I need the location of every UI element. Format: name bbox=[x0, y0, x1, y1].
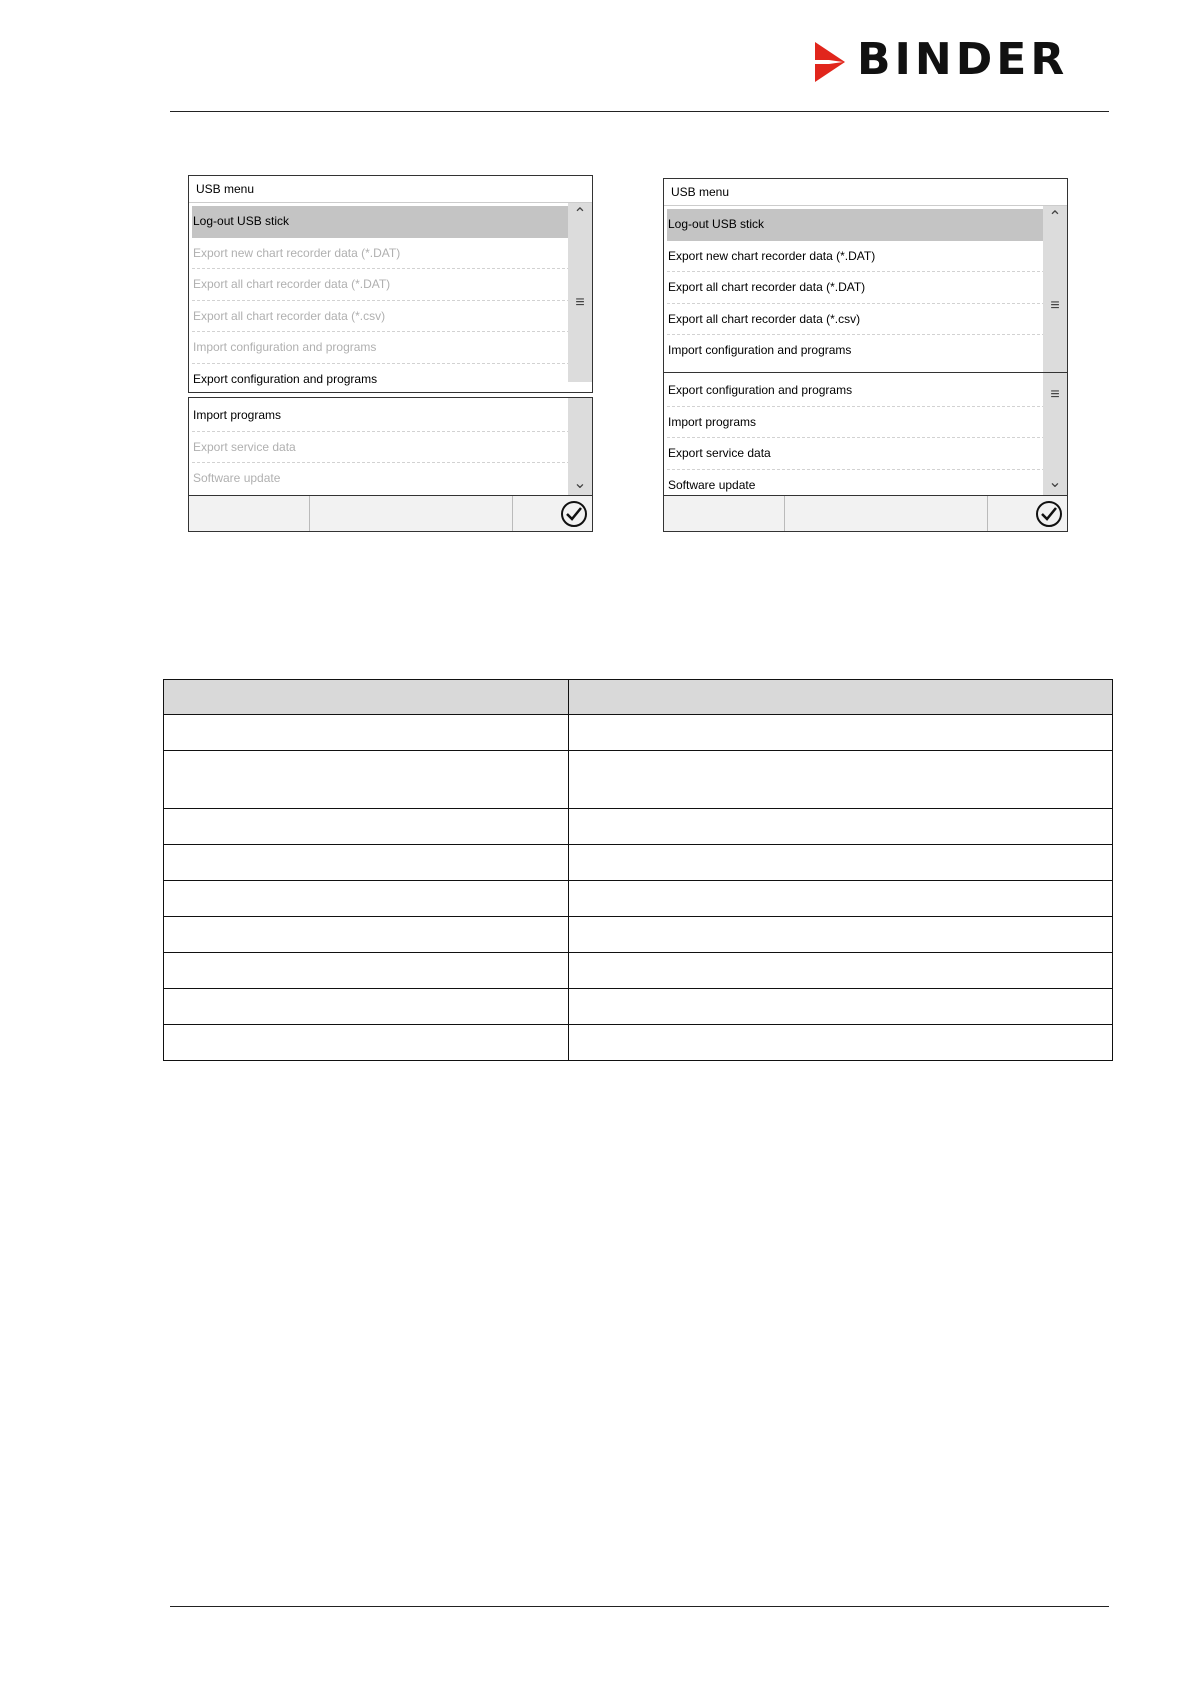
scroll-down-icon[interactable]: ⌄ bbox=[573, 475, 587, 492]
brand-name: BINDER bbox=[857, 34, 1069, 85]
usb-menu-window-continued bbox=[663, 372, 1068, 496]
menu-item-export-all-chart-dat: Export all chart recorder data (*.DAT) bbox=[192, 269, 570, 301]
softkey-1[interactable] bbox=[189, 496, 310, 531]
brand-logo bbox=[815, 36, 1110, 84]
menu-item-export-new-chart-dat: Export new chart recorder data (*.DAT) bbox=[192, 238, 570, 270]
menu-item-export-configuration[interactable]: Export configuration and programs bbox=[667, 375, 1045, 407]
table-row bbox=[164, 881, 1113, 917]
table-cell bbox=[569, 751, 1113, 809]
table-cell bbox=[164, 1025, 569, 1061]
table-row bbox=[164, 751, 1113, 809]
table-cell bbox=[164, 953, 569, 989]
scrollbar[interactable] bbox=[1043, 373, 1067, 495]
scroll-handle-icon[interactable]: ≡ bbox=[575, 294, 585, 311]
menu-item-logout-usb[interactable]: Log-out USB stick bbox=[667, 209, 1045, 241]
table-cell bbox=[569, 845, 1113, 881]
window-title: USB menu bbox=[664, 179, 1067, 206]
menu-list-bottom bbox=[667, 375, 1045, 501]
usb-menu-window bbox=[188, 175, 593, 393]
table-cell bbox=[164, 845, 569, 881]
scroll-up-icon[interactable]: ⌃ bbox=[573, 206, 587, 223]
usb-menu-screen-before bbox=[188, 175, 593, 536]
table-cell bbox=[569, 1025, 1113, 1061]
usb-menu-screen-after bbox=[663, 178, 1068, 539]
softkey-1[interactable] bbox=[664, 496, 785, 531]
menu-item-export-new-chart-dat[interactable]: Export new chart recorder data (*.DAT) bbox=[667, 241, 1045, 273]
scroll-down-icon[interactable]: ⌄ bbox=[1048, 474, 1062, 491]
table-row bbox=[164, 917, 1113, 953]
table-cell bbox=[569, 989, 1113, 1025]
scroll-up-icon[interactable]: ⌃ bbox=[1048, 209, 1062, 226]
confirm-check-icon[interactable] bbox=[1035, 500, 1063, 528]
description-table bbox=[163, 679, 1113, 1061]
scroll-handle-icon[interactable]: ≡ bbox=[1050, 386, 1060, 403]
menu-item-import-programs[interactable]: Import programs bbox=[667, 407, 1045, 439]
table-row bbox=[164, 715, 1113, 751]
table-cell bbox=[164, 917, 569, 953]
menu-item-import-configuration: Import configuration and programs bbox=[192, 332, 570, 364]
brand-arrow-icon bbox=[815, 42, 845, 82]
footer-rule bbox=[170, 1606, 1109, 1607]
table-row bbox=[164, 989, 1113, 1025]
table-cell bbox=[569, 917, 1113, 953]
table-cell bbox=[569, 953, 1113, 989]
scrollbar[interactable] bbox=[568, 398, 592, 495]
confirm-check-icon[interactable] bbox=[560, 500, 588, 528]
table-row bbox=[164, 845, 1113, 881]
window-title: USB menu bbox=[189, 176, 592, 203]
table-row bbox=[164, 809, 1113, 845]
menu-item-export-service-data[interactable]: Export service data bbox=[667, 438, 1045, 470]
table-header-cell bbox=[569, 680, 1113, 715]
usb-menu-window-continued bbox=[188, 397, 593, 496]
table-cell bbox=[164, 989, 569, 1025]
menu-item-export-all-chart-csv[interactable]: Export all chart recorder data (*.csv) bbox=[667, 304, 1045, 336]
table-cell bbox=[569, 881, 1113, 917]
scrollbar[interactable] bbox=[568, 203, 592, 382]
softkey-2[interactable] bbox=[309, 496, 513, 531]
header-rule bbox=[170, 111, 1109, 112]
table-cell bbox=[164, 809, 569, 845]
table-header-row bbox=[164, 680, 1113, 715]
scroll-handle-icon[interactable]: ≡ bbox=[1050, 297, 1060, 314]
menu-list-top bbox=[667, 209, 1045, 367]
table-cell bbox=[164, 715, 569, 751]
menu-item-software-update[interactable]: Software update bbox=[668, 477, 756, 492]
button-bar bbox=[188, 495, 593, 532]
table-cell bbox=[164, 751, 569, 809]
softkey-2[interactable] bbox=[784, 496, 988, 531]
table-row bbox=[164, 953, 1113, 989]
usb-menu-window bbox=[663, 178, 1068, 396]
menu-item-export-service-data: Export service data bbox=[192, 432, 570, 464]
scrollbar[interactable] bbox=[1043, 206, 1067, 395]
menu-item-export-all-chart-dat[interactable]: Export all chart recorder data (*.DAT) bbox=[667, 272, 1045, 304]
menu-list-top bbox=[192, 206, 570, 395]
table-cell bbox=[569, 715, 1113, 751]
menu-item-import-configuration[interactable]: Import configuration and programs bbox=[668, 343, 852, 357]
menu-item-software-update: Software update bbox=[193, 471, 281, 485]
menu-item-export-configuration[interactable]: Export configuration and programs bbox=[193, 371, 378, 386]
menu-item-import-programs[interactable]: Import programs bbox=[192, 400, 570, 432]
menu-item-export-all-chart-csv: Export all chart recorder data (*.csv) bbox=[192, 301, 570, 333]
table-header-cell bbox=[164, 680, 569, 715]
button-bar bbox=[663, 495, 1068, 532]
table-row bbox=[164, 1025, 1113, 1061]
table-cell bbox=[164, 881, 569, 917]
table-cell bbox=[569, 809, 1113, 845]
menu-item-logout-usb[interactable]: Log-out USB stick bbox=[192, 206, 570, 238]
menu-list-bottom bbox=[192, 400, 570, 495]
